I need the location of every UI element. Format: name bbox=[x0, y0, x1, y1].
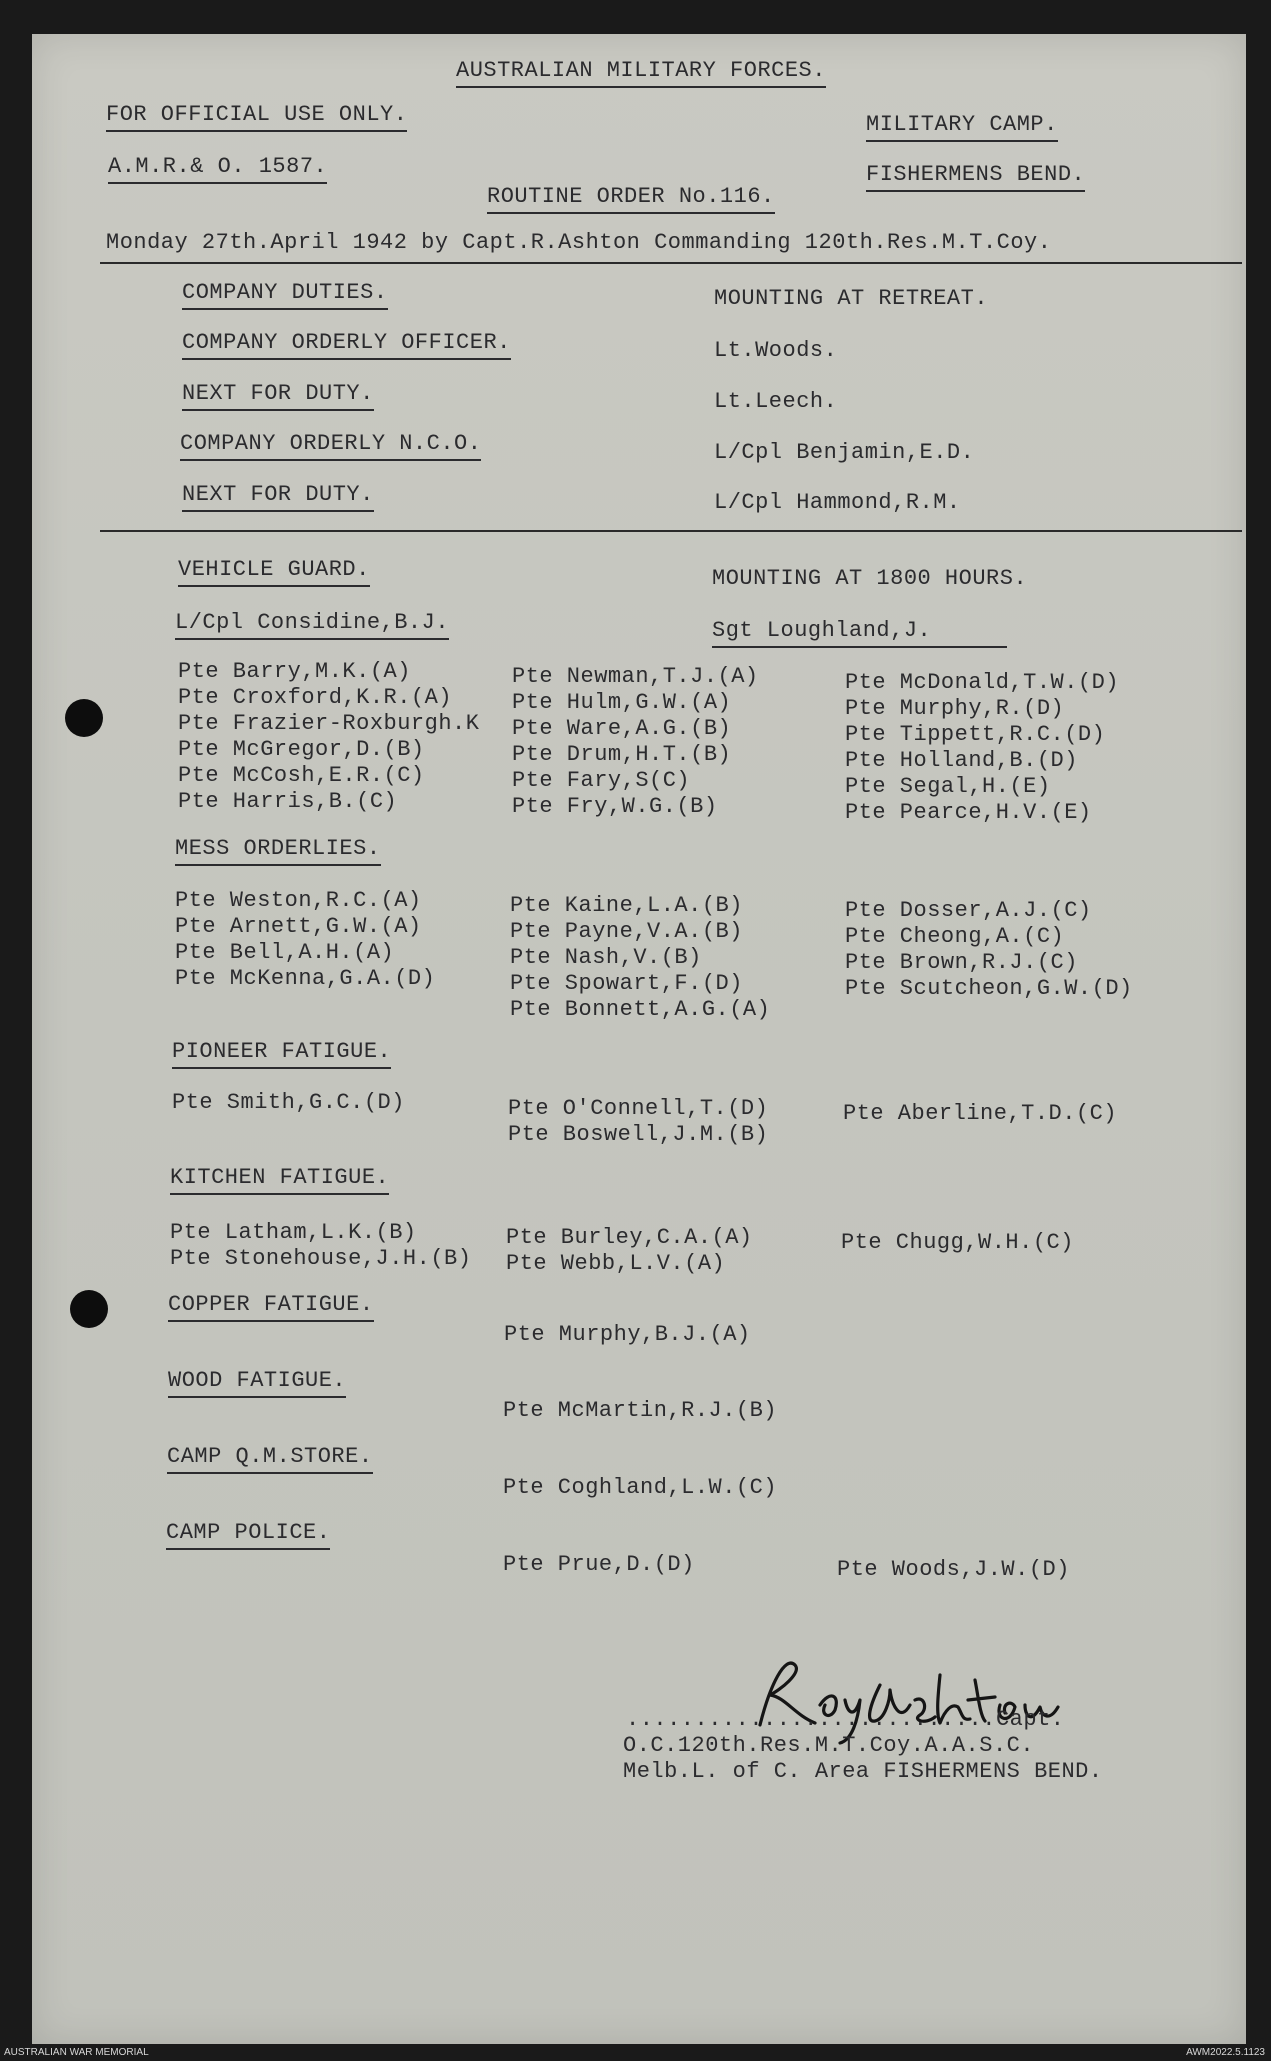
list-item: Pte Ware,A.G.(B) bbox=[512, 716, 732, 741]
list-item: Pte McGregor,D.(B) bbox=[178, 737, 425, 762]
list-item: Pte Woods,J.W.(D) bbox=[837, 1557, 1070, 1582]
list-item: Pte Kaine,L.A.(B) bbox=[510, 893, 743, 918]
list-item: Pte Smith,G.C.(D) bbox=[172, 1090, 405, 1115]
list-item: Pte McDonald,T.W.(D) bbox=[845, 670, 1120, 695]
list-item: Pte Brown,R.J.(C) bbox=[845, 950, 1078, 975]
list-item: Pte Scutcheon,G.W.(D) bbox=[845, 976, 1133, 1001]
vehicle-guard-sgt: Sgt Loughland,J. bbox=[712, 618, 1007, 648]
list-item: Pte Segal,H.(E) bbox=[845, 774, 1051, 799]
list-item: Pte Boswell,J.M.(B) bbox=[508, 1122, 769, 1147]
list-item: Pte McKenna,G.A.(D) bbox=[175, 966, 436, 991]
next-duty-value-1: Lt.Leech. bbox=[714, 389, 838, 414]
list-item: Pte O'Connell,T.(D) bbox=[508, 1096, 769, 1121]
camp-police-label: CAMP POLICE. bbox=[166, 1520, 330, 1550]
next-duty-value-2: L/Cpl Hammond,R.M. bbox=[714, 490, 961, 515]
list-item: Pte Dosser,A.J.(C) bbox=[845, 898, 1092, 923]
orderly-officer-value: Lt.Woods. bbox=[714, 338, 838, 363]
list-item: Pte Murphy,B.J.(A) bbox=[504, 1322, 751, 1347]
list-item: Pte Newman,T.J.(A) bbox=[512, 664, 759, 689]
signatory-title-1: O.C.120th.Res.M.T.Coy.A.A.S.C. bbox=[623, 1733, 1035, 1758]
vehicle-guard-label: VEHICLE GUARD. bbox=[178, 557, 370, 587]
orderly-nco-label: COMPANY ORDERLY N.C.O. bbox=[180, 431, 481, 461]
routine-order-number: ROUTINE ORDER No.116. bbox=[487, 184, 775, 214]
list-item: Pte Webb,L.V.(A) bbox=[506, 1251, 726, 1276]
company-duties-label: COMPANY DUTIES. bbox=[182, 280, 388, 310]
wood-fatigue-label: WOOD FATIGUE. bbox=[168, 1368, 346, 1398]
location-label: FISHERMENS BEND. bbox=[866, 162, 1085, 192]
list-item: Pte Prue,D.(D) bbox=[503, 1552, 695, 1577]
list-item: Pte Arnett,G.W.(A) bbox=[175, 914, 422, 939]
list-item: Pte Hulm,G.W.(A) bbox=[512, 690, 732, 715]
list-item: Pte McMartin,R.J.(B) bbox=[503, 1398, 778, 1423]
copper-fatigue-label: COPPER FATIGUE. bbox=[168, 1292, 374, 1322]
list-item: Pte Weston,R.C.(A) bbox=[175, 888, 422, 913]
list-item: Pte Cheong,A.(C) bbox=[845, 924, 1065, 949]
list-item: Pte Barry,M.K.(A) bbox=[178, 659, 411, 684]
camp-qm-store-label: CAMP Q.M.STORE. bbox=[167, 1444, 373, 1474]
list-item: Pte Drum,H.T.(B) bbox=[512, 742, 732, 767]
kitchen-fatigue-label: KITCHEN FATIGUE. bbox=[170, 1165, 389, 1195]
document-title: AUSTRALIAN MILITARY FORCES. bbox=[456, 58, 826, 88]
list-item: Pte Spowart,F.(D) bbox=[510, 971, 743, 996]
pioneer-fatigue-label: PIONEER FATIGUE. bbox=[172, 1039, 391, 1069]
list-item: Pte Frazier-Roxburgh.K bbox=[178, 711, 480, 736]
orderly-officer-label: COMPANY ORDERLY OFFICER. bbox=[182, 330, 511, 360]
official-use-label: FOR OFFICIAL USE ONLY. bbox=[106, 102, 407, 132]
footer-right: AWM2022.5.1123 bbox=[1186, 2047, 1265, 2058]
list-item: Pte Bell,A.H.(A) bbox=[175, 940, 395, 965]
punch-hole-top bbox=[65, 699, 103, 737]
orderly-nco-value: L/Cpl Benjamin,E.D. bbox=[714, 440, 975, 465]
signatory-title-2: Melb.L. of C. Area FISHERMENS BEND. bbox=[623, 1759, 1103, 1784]
list-item: Pte Fry,W.G.(B) bbox=[512, 794, 718, 819]
reference-number: A.M.R.& O. 1587. bbox=[108, 154, 327, 184]
list-item: Pte Aberline,T.D.(C) bbox=[843, 1101, 1118, 1126]
list-item: Pte Croxford,K.R.(A) bbox=[178, 685, 453, 710]
list-item: Pte Holland,B.(D) bbox=[845, 748, 1078, 773]
list-item: Pte Pearce,H.V.(E) bbox=[845, 800, 1092, 825]
list-item: Pte Tippett,R.C.(D) bbox=[845, 722, 1106, 747]
list-item: Pte Bonnett,A.G.(A) bbox=[510, 997, 771, 1022]
list-item: Pte Payne,V.A.(B) bbox=[510, 919, 743, 944]
vehicle-guard-mounting: MOUNTING AT 1800 HOURS. bbox=[712, 566, 1028, 591]
list-item: Pte Fary,S(C) bbox=[512, 768, 691, 793]
list-item: Pte Stonehouse,J.H.(B) bbox=[170, 1246, 472, 1271]
list-item: Pte Harris,B.(C) bbox=[178, 789, 398, 814]
mounting-retreat: MOUNTING AT RETREAT. bbox=[714, 286, 989, 311]
next-duty-label-1: NEXT FOR DUTY. bbox=[182, 381, 374, 411]
list-item: Pte Nash,V.(B) bbox=[510, 945, 702, 970]
list-item: Pte Murphy,R.(D) bbox=[845, 696, 1065, 721]
military-camp-label: MILITARY CAMP. bbox=[866, 112, 1058, 142]
signature-line: ...........................Capt. bbox=[626, 1707, 1065, 1732]
punch-hole-bottom bbox=[70, 1290, 108, 1328]
list-item: Pte Burley,C.A.(A) bbox=[506, 1225, 753, 1250]
list-item: Pte Coghland,L.W.(C) bbox=[503, 1475, 778, 1500]
list-item: Pte McCosh,E.R.(C) bbox=[178, 763, 425, 788]
mess-orderlies-label: MESS ORDERLIES. bbox=[175, 836, 381, 866]
footer-left: AUSTRALIAN WAR MEMORIAL bbox=[4, 2047, 149, 2058]
list-item: Pte Chugg,W.H.(C) bbox=[841, 1230, 1074, 1255]
list-item: Pte Latham,L.K.(B) bbox=[170, 1220, 417, 1245]
vehicle-guard-cpl: L/Cpl Considine,B.J. bbox=[175, 610, 449, 640]
next-duty-label-2: NEXT FOR DUTY. bbox=[182, 482, 374, 512]
duties-divider bbox=[100, 530, 1242, 532]
dateline: Monday 27th.April 1942 by Capt.R.Ashton Commanding 120th.Res.M.T.Coy. bbox=[106, 230, 1052, 255]
header-divider bbox=[100, 262, 1242, 264]
